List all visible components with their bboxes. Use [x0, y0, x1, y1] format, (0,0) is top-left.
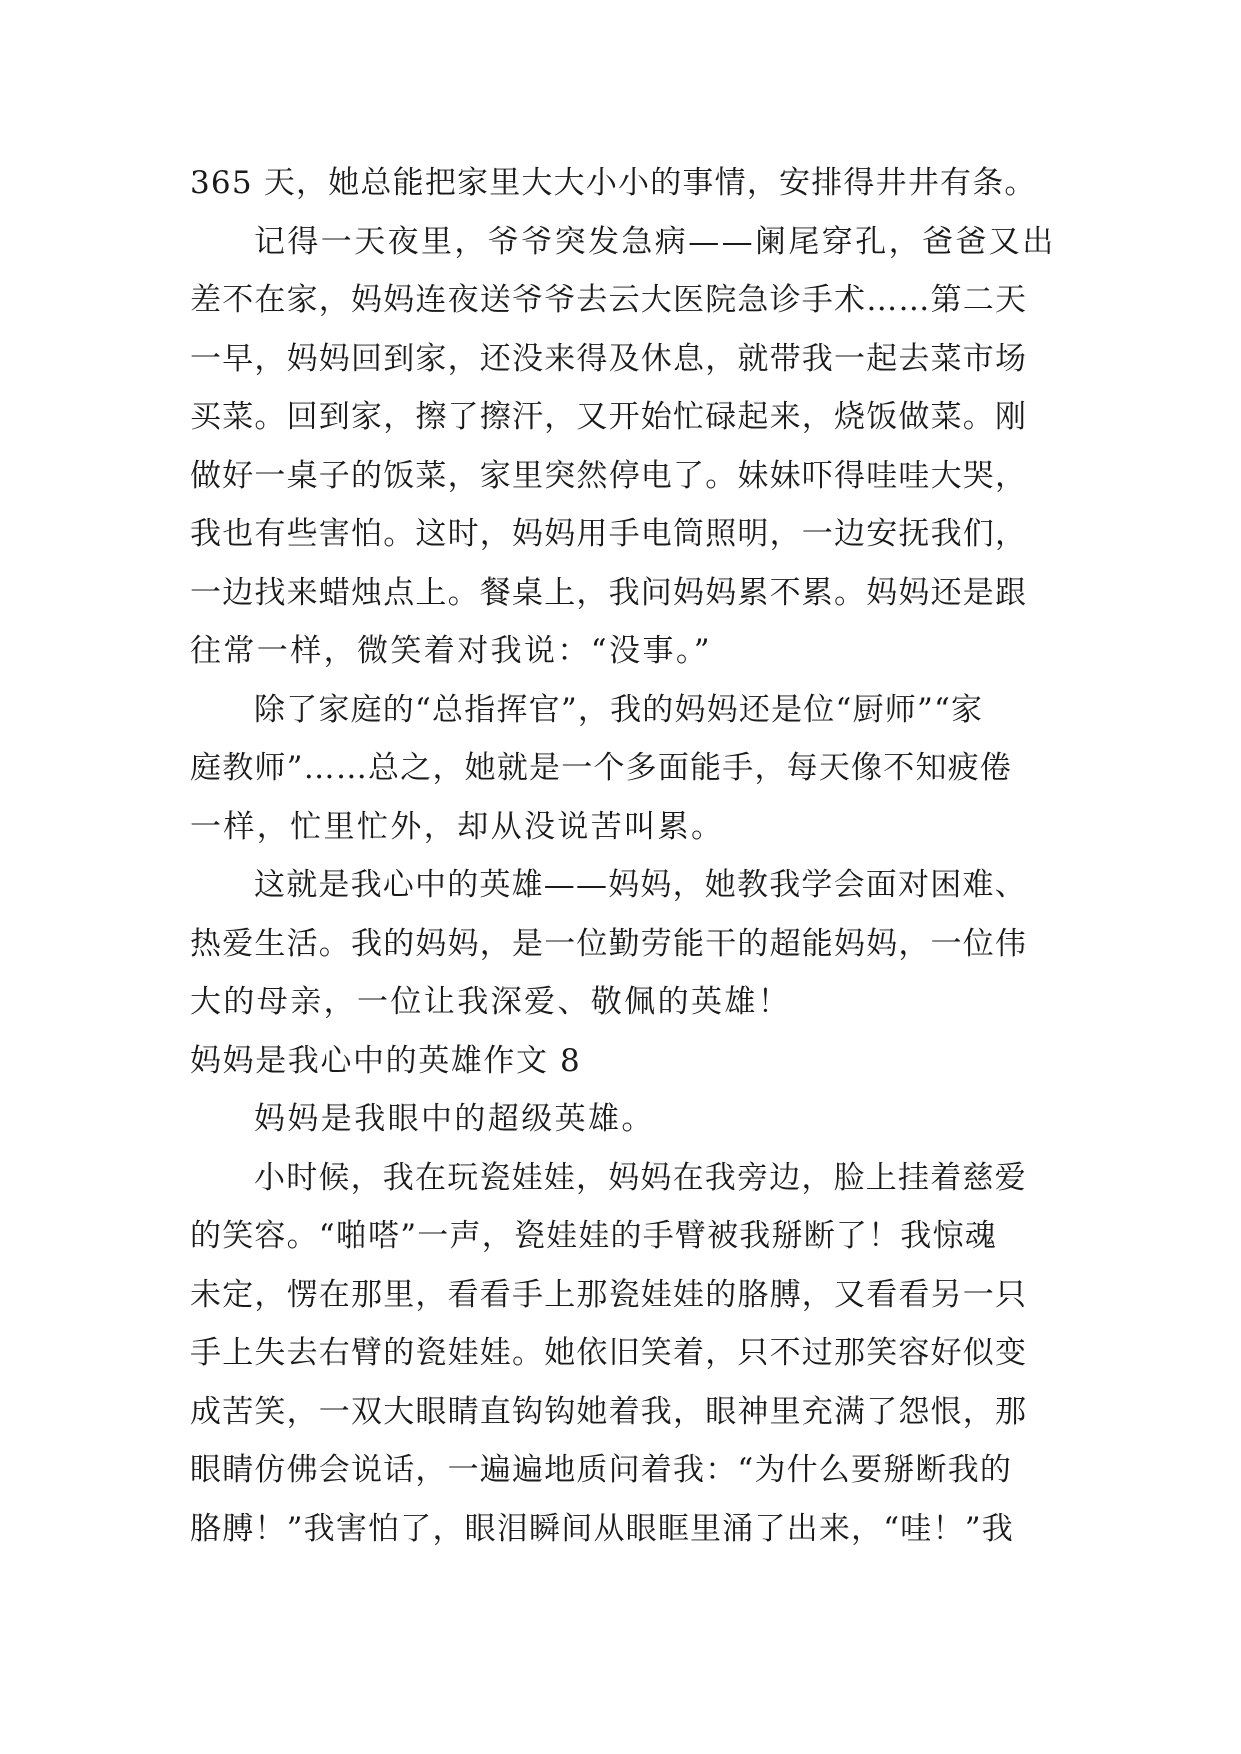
text-line: 差不在家，妈妈连夜送爷爷去云大医院急诊手术……第二天	[190, 282, 1028, 318]
text-line: 一样，忙里忙外，却从没说苦叫累。	[190, 808, 725, 845]
text-line: 大的母亲，一位让我深爱、敬佩的英雄！	[190, 984, 792, 1020]
text-line: 成苦笑，一双大眼睛直钩钩她着我，眼神里充满了怨恨，那	[190, 1393, 1028, 1430]
text-line: 一早，妈妈回到家，还没来得及休息，就带我一起去菜市场	[190, 340, 1028, 377]
text-line: 手上失去右臂的瓷娃娃。她依旧笑着，只不过那笑容好似变	[190, 1335, 1028, 1371]
text-line: 一边找来蜡烛点上。餐桌上，我问妈妈累不累。妈妈还是跟	[190, 574, 1028, 611]
text-line: 热爱生活。我的妈妈，是一位勤劳能干的超能妈妈，一位伟	[190, 925, 1028, 962]
text-line: 往常一样，微笑着对我说：“没事。”	[190, 633, 712, 669]
paragraph-start-line: 妈妈是我眼中的超级英雄。	[254, 1101, 655, 1137]
text-line: 庭教师”……总之，她就是一个多面能手，每天像不知疲倦	[190, 750, 1013, 786]
text-line: 未定，愣在那里，看看手上那瓷娃娃的胳膊，又看看另一只	[190, 1276, 1028, 1313]
text-line: 买菜。回到家，擦了擦汗，又开始忙碌起来，烧饭做菜。刚	[190, 399, 1028, 435]
paragraph-start-line: 记得一天夜里，爷爷突发急病——阑尾穿孔，爸爸又出	[254, 223, 1056, 260]
text-line: 胳膊！”我害怕了，眼泪瞬间从眼眶里涌了出来，“哇！”我	[190, 1510, 1014, 1547]
essay-title: 妈妈是我心中的英雄作文 8	[190, 1042, 582, 1079]
paragraph-start-line: 小时候，我在玩瓷娃娃，妈妈在我旁边，脸上挂着慈爱	[254, 1159, 1027, 1196]
paragraph-start-line: 除了家庭的“总指挥官”，我的妈妈还是位“厨师”“家	[254, 691, 984, 728]
text-line: 365 天，她总能把家里大大小小的事情，安排得井井有条。	[190, 165, 1037, 201]
text-line: 做好一桌子的饭菜，家里突然停电了。妹妹吓得哇哇大哭，	[190, 457, 1028, 494]
text-line: 我也有些害怕。这时，妈妈用手电筒照明，一边安抚我们，	[190, 516, 1028, 552]
text-line: 眼睛仿佛会说话，一遍遍地质问着我：“为什么要掰断我的	[190, 1452, 1013, 1488]
text-line: 的笑容。“啪嗒”一声，瓷娃娃的手臂被我掰断了！我惊魂	[190, 1218, 997, 1254]
paragraph-start-line: 这就是我心中的英雄——妈妈，她教我学会面对困难、	[254, 867, 1027, 903]
essay-body	[190, 154, 1056, 1558]
